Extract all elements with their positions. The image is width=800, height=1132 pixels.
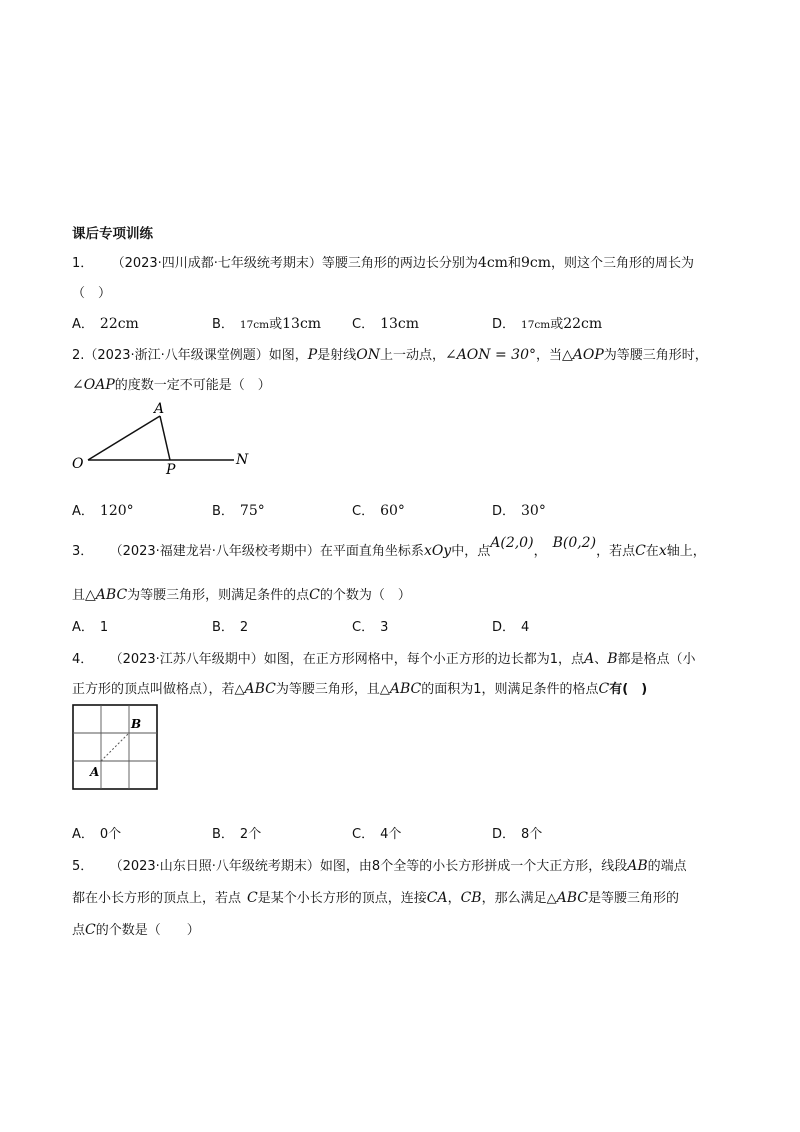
q2-option-c[interactable]: [352, 500, 405, 519]
question-text: ，当: [535, 348, 562, 363]
question-text: 有( ): [609, 682, 648, 697]
option-label: C．: [352, 827, 375, 842]
question-text: 都是格点（小: [617, 652, 696, 667]
math-var: CA: [426, 890, 448, 906]
question-5-line-2: [72, 887, 679, 906]
question-number: 5．: [72, 859, 94, 874]
math-point: B(0,2): [552, 535, 597, 551]
math-point: A(2,0): [490, 535, 534, 551]
segment-oa: [88, 416, 160, 460]
question-text: 点: [72, 923, 86, 938]
option-label: A．: [72, 827, 94, 842]
label-a: A: [154, 401, 165, 417]
question-4-line-2: [72, 678, 647, 697]
option-text: 4个: [380, 827, 402, 842]
question-text: 的个数为（ ）: [319, 588, 411, 603]
math-var: C: [309, 587, 320, 603]
q1-option-d[interactable]: [492, 313, 602, 332]
option-text: 75°: [239, 503, 265, 519]
option-label: C．: [352, 504, 375, 519]
question-text: 如图，在正方形网格中，每个小正方形的边长都为1，点: [263, 652, 585, 667]
option-text: 或: [550, 317, 564, 332]
math-var: AB: [627, 858, 648, 874]
option-text: 17cm: [239, 319, 270, 331]
option-text: 3: [380, 620, 389, 635]
q3-option-c[interactable]: [352, 616, 388, 635]
label-a: A: [90, 765, 100, 779]
option-label: A．: [72, 504, 94, 519]
option-text: 2个: [239, 827, 262, 842]
question-text: 如图，: [268, 348, 308, 363]
label-p: P: [166, 462, 176, 478]
option-text: 30°: [521, 503, 546, 519]
question-text: 为等腰三角形，则满足条件的点: [127, 588, 310, 603]
question-2-line-2: [72, 374, 271, 393]
question-text: 是射线: [317, 348, 357, 363]
question-text: 都在小长方形的顶点上，若点: [72, 891, 242, 906]
section-title: 课后专项训练: [72, 226, 153, 242]
question-text: 是某个小长方形的顶点，连接: [257, 891, 427, 906]
answer-paren: （ ）: [72, 286, 112, 301]
question-text: ，若点: [596, 544, 636, 559]
math-var: xOy: [423, 543, 452, 559]
math-triangle: ABC: [244, 681, 276, 697]
question-text: 正方形的顶点叫做格点），若△: [72, 682, 245, 697]
option-text: 4: [521, 620, 530, 635]
question-number: 2.: [72, 348, 85, 363]
question-source: （2023·福建龙岩·八年级校考期中）: [109, 544, 320, 559]
question-text: 上一动点，: [379, 348, 445, 363]
math-var: C: [247, 890, 258, 906]
figure-grid: [72, 704, 162, 794]
question-text: 为等腰三角形时，: [603, 348, 708, 363]
question-text: 中，点: [451, 544, 491, 559]
question-source: （2023·浙江·八年级课堂例题）: [84, 348, 269, 363]
option-text: 13cm: [282, 316, 322, 332]
option-text: 0个: [99, 827, 122, 842]
math-angle: ∠OAP: [72, 377, 115, 393]
option-label: B．: [212, 620, 234, 635]
question-5-line-3: [72, 919, 200, 938]
option-label: A．: [72, 620, 94, 635]
math-triangle: △AOP: [562, 347, 604, 363]
question-1-line-1: [72, 252, 694, 271]
option-text: 17cm: [521, 319, 551, 331]
math-angle: ∠AON = 30°: [444, 347, 536, 363]
question-text: ，那么满足△: [481, 891, 557, 906]
math-var: C: [598, 681, 610, 697]
option-label: B．: [212, 317, 234, 332]
question-5-line-1: [72, 855, 687, 874]
option-label: B．: [212, 504, 234, 519]
q2-option-b[interactable]: [212, 500, 265, 519]
question-text: 在: [645, 544, 659, 559]
question-text: 为等腰三角形，且△: [275, 682, 390, 697]
question-text: 和: [507, 256, 521, 271]
option-label: D．: [492, 504, 516, 519]
label-o: O: [72, 456, 84, 472]
question-text: 、: [594, 652, 608, 667]
question-text: 是等腰三角形的: [587, 891, 679, 906]
label-b: B: [131, 717, 142, 731]
question-4-line-1: [72, 648, 696, 667]
question-source: （2023·江苏八年级期中）: [109, 652, 264, 667]
math-var: C: [85, 922, 96, 938]
segment-ab: [101, 733, 129, 761]
option-text: 13cm: [380, 316, 420, 332]
math-triangle: ABC: [389, 681, 422, 697]
option-label: C．: [352, 317, 375, 332]
label-n: N: [236, 452, 249, 468]
question-text: 的端点: [647, 859, 687, 874]
question-text: ，: [533, 544, 547, 559]
math-length: 4cm: [477, 255, 508, 271]
option-text: 22cm: [563, 316, 603, 332]
question-text: ，: [447, 891, 461, 906]
math-var: C: [635, 543, 646, 559]
math-var: x: [658, 543, 667, 559]
math-var: B: [607, 651, 618, 667]
figure-triangle-ray: [68, 398, 268, 478]
math-var: ON: [356, 347, 380, 363]
segment-ap: [160, 416, 170, 460]
question-number: 1．: [72, 256, 94, 271]
question-text: 的个数是（ ）: [95, 923, 200, 938]
q3-option-a[interactable]: [72, 616, 108, 635]
question-text: 如图，由8个全等的小长方形拼成一个大正方形，线段: [319, 859, 628, 874]
q2-option-a[interactable]: [72, 500, 134, 519]
option-text: 8个: [521, 827, 543, 842]
option-text: 2: [239, 620, 249, 635]
question-source: （2023·四川成都·七年级统考期末）: [111, 256, 322, 271]
question-number: 3．: [72, 544, 94, 559]
question-text: 的度数一定不可能是（ ）: [114, 378, 271, 393]
question-text: 等腰三角形的两边长分别为: [321, 256, 478, 271]
option-label: D．: [492, 317, 516, 332]
question-text: 且: [72, 588, 86, 603]
question-text: 轴上，: [666, 544, 706, 559]
question-text: 的面积为1，则满足条件的格点: [421, 682, 599, 697]
math-var: CB: [460, 890, 482, 906]
question-3-line-1: [72, 535, 706, 559]
question-2-line-1: [72, 344, 708, 363]
math-var: A: [584, 651, 595, 667]
math-triangle: ABC: [556, 890, 588, 906]
option-label: B．: [212, 827, 234, 842]
math-var: P: [307, 347, 318, 363]
question-text: 在平面直角坐标系: [319, 544, 424, 559]
math-length: 9cm: [520, 255, 552, 271]
option-text: 120°: [99, 503, 134, 519]
option-label: D．: [492, 620, 516, 635]
q3-option-d[interactable]: [492, 616, 529, 635]
option-text: 22cm: [99, 316, 139, 332]
q4-option-b[interactable]: [212, 823, 261, 842]
grid-border: [73, 705, 157, 789]
question-3-line-2: [72, 584, 411, 603]
question-source: （2023·山东日照·八年级统考期末）: [109, 859, 320, 874]
math-triangle: △ABC: [85, 587, 128, 603]
q4-option-d[interactable]: [492, 823, 542, 842]
question-text: ，则这个三角形的周长为: [551, 256, 695, 271]
option-label: C．: [352, 620, 375, 635]
option-text: 60°: [380, 503, 405, 519]
q1-option-a[interactable]: [72, 313, 139, 332]
option-text: 1: [99, 620, 109, 635]
option-text: 或: [269, 317, 283, 332]
q3-option-b[interactable]: [212, 616, 248, 635]
option-label: D．: [492, 827, 516, 842]
option-label: A．: [72, 317, 94, 332]
question-number: 4．: [72, 652, 94, 667]
q4-option-c[interactable]: [352, 823, 401, 842]
q1-option-b[interactable]: [212, 313, 321, 332]
q2-option-d[interactable]: [492, 500, 546, 519]
q4-option-a[interactable]: [72, 823, 121, 842]
q1-option-c[interactable]: [352, 313, 419, 332]
